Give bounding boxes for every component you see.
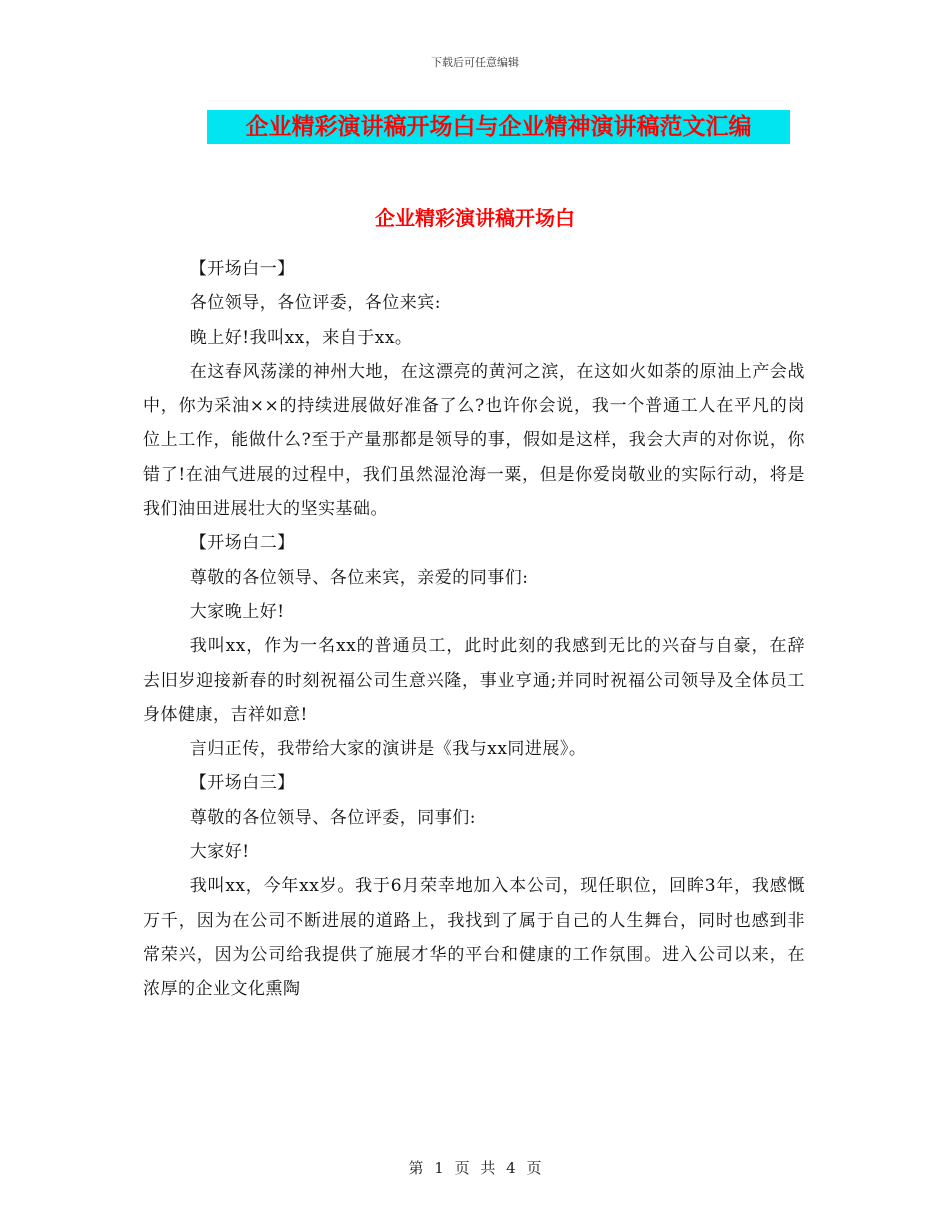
paragraph: 尊敬的各位领导、各位评委，同事们: (189, 807, 476, 828)
document-title: 企业精彩演讲稿开场白与企业精神演讲稿范文汇编 (207, 110, 790, 144)
page-header: 下载后可任意编辑 (431, 56, 519, 69)
paragraph: 言归正传，我带给大家的演讲是《我与xx同进展》。 (189, 739, 587, 760)
paragraph: 大家晚上好! (189, 601, 285, 622)
page-number-footer: 第 1 页 共 4 页 (408, 1159, 542, 1177)
paragraph: 晚上好!我叫xx，来自于xx。 (189, 327, 413, 348)
paragraph: 【开场白一】 (189, 259, 295, 279)
paragraph: 我叫xx，作为一名xx的普通员工，此时此刻的我感到无比的兴奋与自豪，在辞去旧岁迎接新春的时刻祝福公司生意兴隆，事业亨通;并同时祝福公司领导及全体员工身体健康，吉祥如意! (143, 636, 805, 725)
paragraph: 大家好! (189, 842, 250, 863)
paragraph: 尊敬的各位领导、各位来宾，亲爱的同事们: (189, 567, 529, 588)
document-body (143, 252, 805, 1007)
section-title: 企业精彩演讲稿开场白 (375, 206, 575, 230)
paragraph: 在这春风荡漾的神州大地，在这漂亮的黄河之滨，在这如火如荼的原油上产会战中，你为采油××的持续进展做好准备了么?也许你会说，我一个普通工人在平凡的岗位上工作，能做什么?至于产量那都是领导的事，假如是这样，我会大声的对你说，你错了!在油气进展的过程中，我们虽然湿沧海一粟，但是你爱岗敬业的实际行动，将是我们油田进展壮大的坚实基础。 (143, 361, 805, 520)
paragraph: 【开场白二】 (189, 533, 295, 554)
paragraph: 我叫xx，今年xx岁。我于6月荣幸地加入本公司，现任职位，回眸3年，我感慨万千，因为在公司不断进展的道路上，我找到了属于自己的人生舞台，同时也感到非常荣兴，因为公司给我提供了施展才华的平台和健康的工作氛围。进入公司以来，在浓厚的企业文化熏陶 (143, 876, 805, 1000)
paragraph: 【开场白三】 (189, 773, 295, 794)
paragraph: 各位领导，各位评委，各位来宾: (189, 293, 441, 314)
